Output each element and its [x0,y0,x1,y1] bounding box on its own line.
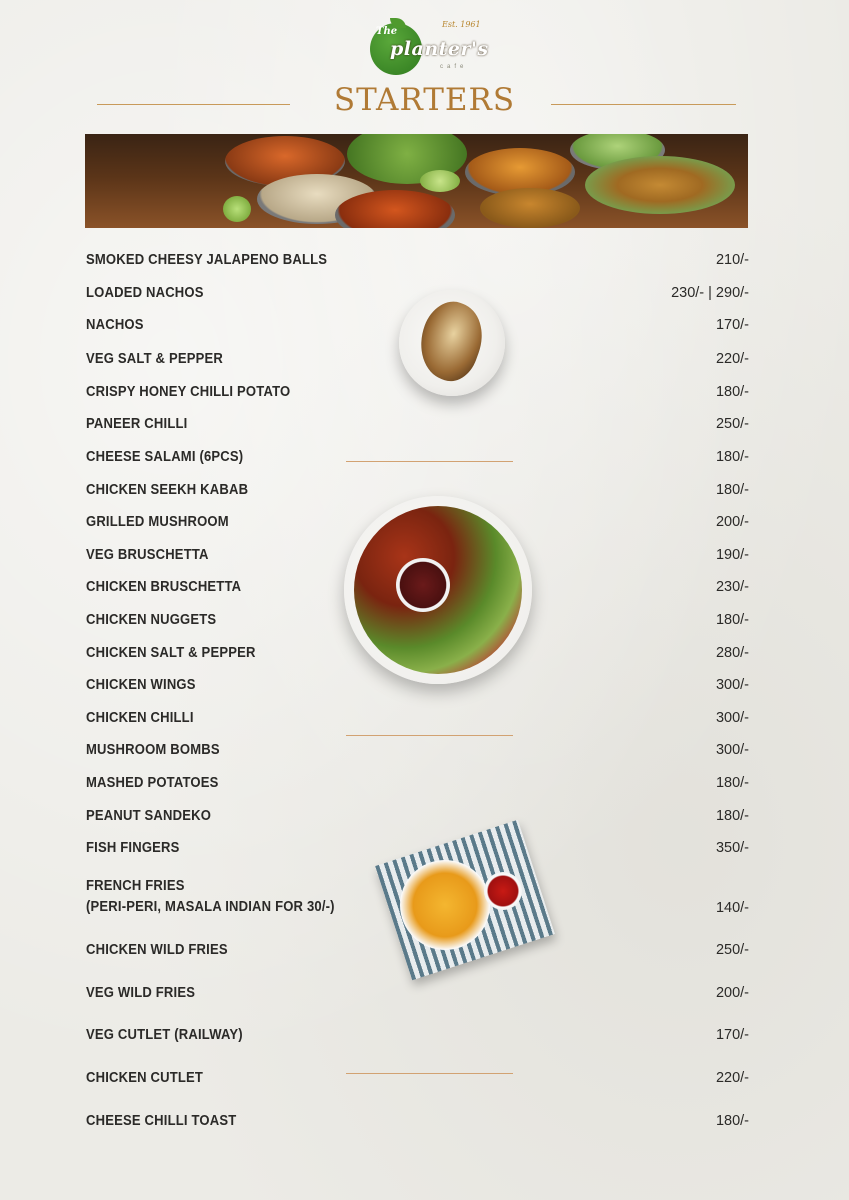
menu-item-name: FRENCH FRIES [86,878,185,894]
menu-item-name: GRILLED MUSHROOM [86,514,229,530]
menu-item-price: 180/- [715,1113,749,1129]
menu-item-price: 230/- [715,579,749,595]
menu-item-price: 300/- [715,677,749,693]
menu-item-price: 280/- [715,645,749,661]
logo-name: planter's [390,38,489,60]
section-title: STARTERS [333,82,516,118]
logo-the: The [376,26,398,37]
menu-item-name: CHICKEN BRUSCHETTA [86,579,242,595]
divider [346,735,513,736]
menu-item-price: 200/- [715,985,749,1001]
bruschetta-plate-image [399,290,505,396]
menu-item-price: 230/- | 290/- [671,285,749,301]
menu-item-price: 180/- [715,612,749,628]
title-rule-right [551,104,736,105]
menu-item-name: MUSHROOM BOMBS [86,742,220,758]
chicken-wings-salad-image [344,496,532,684]
menu-item-price: 180/- [715,449,749,465]
menu-item-price: 180/- [715,384,749,400]
menu-item-price: 190/- [715,547,749,563]
menu-item-name: MASHED POTATOES [86,775,219,791]
menu-item-name: LOADED NACHOS [86,285,204,301]
menu-item-subtitle: (PERI-PERI, MASALA INDIAN FOR 30/-) [86,899,335,915]
menu-item-name: CHICKEN NUGGETS [86,612,217,628]
menu-item-price: 170/- [715,317,749,333]
menu-item-price: 220/- [715,1070,749,1086]
menu-item-name: CHICKEN CHILLI [86,710,194,726]
menu-item-name: CHICKEN WILD FRIES [86,942,228,958]
menu-item-name: SMOKED CHEESY JALAPENO BALLS [86,252,328,268]
menu-item-price: 210/- [715,252,749,268]
menu-item-price: 170/- [715,1027,749,1043]
menu-item-name: CHEESE SALAMI (6PCS) [86,449,244,465]
menu-item-price: 180/- [715,775,749,791]
menu-item-name: PANEER CHILLI [86,416,188,432]
menu-item-name: CRISPY HONEY CHILLI POTATO [86,384,291,400]
starters-banner-image [85,134,748,228]
menu-item-price: 140/- [715,900,749,916]
menu-item-name: VEG SALT & PEPPER [86,351,223,367]
menu-item-name: CHICKEN SEEKH KABAB [86,482,249,498]
french-fries-image [370,832,548,972]
menu-item-name: FISH FINGERS [86,840,180,856]
menu-item-name: CHICKEN CUTLET [86,1070,204,1086]
menu-item-price: 350/- [715,840,749,856]
menu-item-price: 300/- [715,742,749,758]
menu-item-price: 300/- [715,710,749,726]
menu-item-price: 220/- [715,351,749,367]
menu-item-name: VEG WILD FRIES [86,985,196,1001]
menu-item-name: VEG BRUSCHETTA [86,547,209,563]
menu-item-name: PEANUT SANDEKO [86,808,212,824]
menu-item-price: 180/- [715,482,749,498]
menu-item-name: CHEESE CHILLI TOAST [86,1113,237,1129]
menu-item-price: 250/- [715,942,749,958]
menu-item-name: VEG CUTLET (RAILWAY) [86,1027,243,1043]
logo-established: Est. 1961 [442,20,481,29]
menu-item-name: CHICKEN WINGS [86,677,196,693]
divider [346,461,513,462]
divider [346,1073,513,1074]
logo-cafe: cafe [440,64,468,70]
menu-item-price: 250/- [715,416,749,432]
cafe-logo [368,20,489,80]
menu-item-price: 180/- [715,808,749,824]
menu-item-name: NACHOS [86,317,144,333]
menu-item-price: 200/- [715,514,749,530]
menu-item-name: CHICKEN SALT & PEPPER [86,645,256,661]
